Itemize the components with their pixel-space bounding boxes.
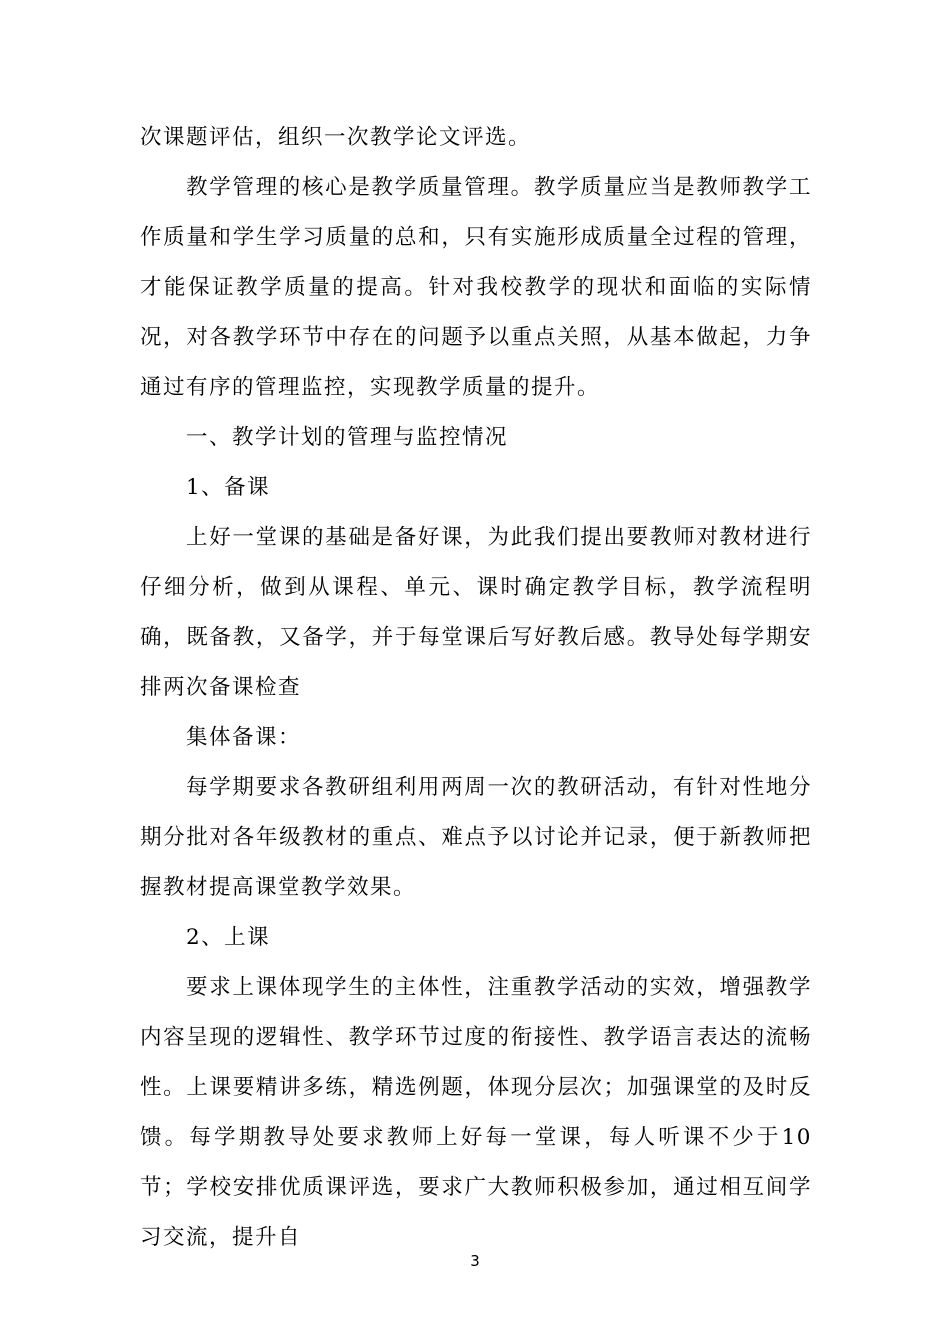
page-number: 3 [470, 1252, 480, 1270]
paragraph-lesson-prep: 上好一堂课的基础是备好课，为此我们提出要教师对教材进行仔细分析，做到从课程、单元、课时确定教学目标，教学流程明确，既备教，又备学，并于每堂课后写好教后感。教导处每学期安排两次备课检查 [140, 525, 812, 700]
paragraph-group-prep: 每学期要求各教研组利用两周一次的教研活动，有针对性地分期分批对各年级教材的重点、难点予以讨论并记录，便于新教师把握教材提高课堂教学效果。 [140, 775, 812, 900]
section-heading-1: 一、教学计划的管理与监控情况 [186, 425, 509, 450]
paragraph-class: 要求上课体现学生的主体性，注重教学活动的实效，增强教学内容呈现的逻辑性、教学环节过度的衔接性、教学语言表达的流畅性。上课要精讲多练，精选例题，体现分层次；加强课堂的及时反馈。每学期教导处要求教师上好每一堂课，每人听课不少于10节；学校安排优质课评选，要求广大教师积极参加，通过相互间学习交流，提升自 [140, 975, 812, 1250]
subheading-group-prep: 集体备课： [186, 725, 302, 750]
subheading-lesson-prep: 1、备课 [186, 475, 271, 500]
subheading-class: 2、上课 [186, 925, 271, 950]
page-body [140, 113, 812, 1263]
paragraph-2: 教学管理的核心是教学质量管理。教学质量应当是教师教学工作质量和学生学习质量的总和，只有实施形成质量全过程的管理，才能保证教学质量的提高。针对我校教学的现状和面临的实际情况，对各教学环节中存在的问题予以重点关照，从基本做起，力争通过有序的管理监控，实现教学质量的提升。 [140, 175, 812, 400]
paragraph-1: 次课题评估，组织一次教学论文评选。 [140, 125, 532, 150]
